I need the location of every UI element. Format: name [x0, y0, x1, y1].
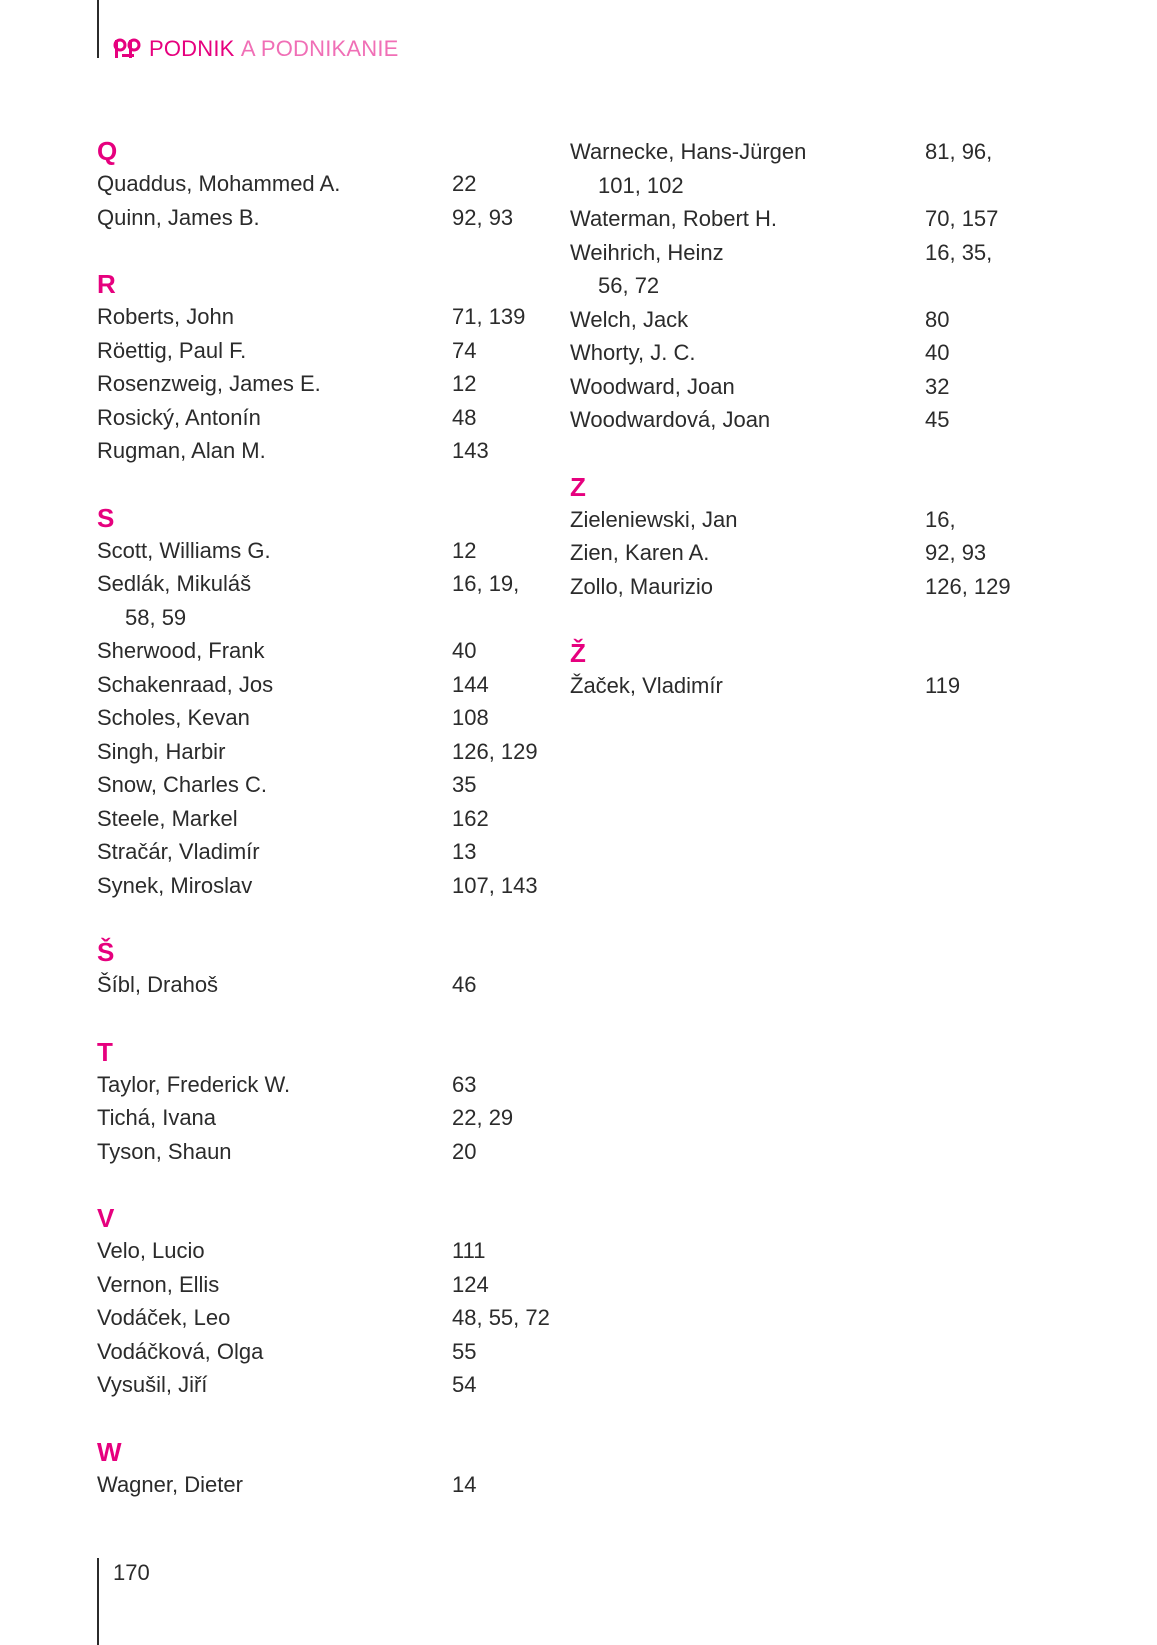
entry-pages: 108 [452, 705, 489, 730]
entry-name: Steele, Markel [97, 805, 238, 831]
index-section [570, 135, 1030, 437]
entry-name: Quaddus, Mohammed A. [97, 171, 341, 196]
entry-name: Vernon, Ellis [97, 1271, 220, 1297]
entry-name: Sherwood, Frank [97, 638, 265, 663]
index-entry [570, 336, 1030, 370]
entry-pages: 143 [452, 438, 489, 463]
index-entry [570, 135, 1030, 202]
entry-name: Taylor, Frederick W. [97, 1071, 291, 1097]
entry-name: Tyson, Shaun [97, 1138, 232, 1164]
index-entry [97, 1268, 557, 1302]
index-entry [97, 367, 557, 401]
entry-pages: 20 [452, 1138, 477, 1164]
section-letter: W [97, 1436, 122, 1467]
entry-name: Warnecke, Hans-Jürgen [570, 139, 807, 164]
entry-pages-continuation: 56, 72 [598, 273, 660, 298]
entry-pages: 46 [452, 972, 477, 997]
entry-pages: 71, 139 [452, 304, 526, 329]
index-entry [97, 534, 557, 568]
index-entry [97, 334, 557, 368]
entry-pages: 107, 143 [452, 872, 538, 898]
index-entry [570, 503, 1030, 537]
entry-pages: 111 [452, 1238, 486, 1263]
section-letter: Š [97, 937, 115, 967]
entry-name: Vodáčková, Olga [97, 1338, 264, 1364]
entry-name: Zollo, Maurizio [570, 573, 714, 599]
entry-name: Velo, Lucio [97, 1238, 205, 1263]
section-letter: V [97, 1203, 115, 1233]
entry-pages: 48 [452, 404, 477, 430]
entry-name: Rosenzweig, James E. [97, 371, 321, 396]
bottom-margin-rule [97, 1558, 99, 1645]
header-title-part2: A PODNIKANIE [240, 36, 399, 61]
entry-pages: 22 [452, 171, 477, 196]
entry-name: Welch, Jack [570, 306, 689, 332]
index-entry [570, 570, 1030, 604]
index-section [97, 1036, 557, 1169]
index-entry [97, 869, 557, 903]
entry-name: Zien, Karen A. [570, 540, 710, 565]
entry-pages: 126, 129 [452, 738, 538, 764]
index-entry [97, 300, 557, 334]
entry-name: Scholes, Kevan [97, 705, 250, 730]
entry-name: Rugman, Alan M. [97, 438, 266, 463]
entry-pages: 40 [452, 638, 477, 663]
entry-name: Snow, Charles C. [97, 772, 267, 797]
entry-name: Woodward, Joan [570, 373, 735, 399]
entry-name: Wagner, Dieter [97, 1471, 243, 1497]
entry-pages-continuation: 101, 102 [598, 172, 684, 198]
entry-pages: 81, 96, [925, 139, 993, 164]
index-entry [97, 968, 557, 1002]
entry-pages: 12 [452, 371, 477, 396]
entry-name: Zieleniewski, Jan [570, 506, 738, 532]
index-entry [97, 1068, 557, 1102]
index-entry [97, 567, 557, 634]
entry-name: Röettig, Paul F. [97, 337, 247, 363]
entry-pages: 92, 93 [452, 204, 514, 230]
entry-name: Synek, Miroslav [97, 872, 253, 898]
entry-name: Quinn, James B. [97, 204, 260, 230]
entry-pages: 144 [452, 671, 489, 697]
entry-name: Woodwardová, Joan [570, 407, 771, 432]
entry-pages: 80 [925, 306, 950, 332]
entry-pages: 55 [452, 1338, 477, 1364]
index-entry [97, 1335, 557, 1369]
entry-pages: 70, 157 [925, 206, 999, 231]
index-entry [97, 401, 557, 435]
index-section [97, 268, 557, 468]
page-number: 170 [113, 1560, 150, 1585]
index-entry [97, 768, 557, 802]
entry-name: Šíbl, Drahoš [97, 972, 219, 997]
entry-name: Vodáček, Leo [97, 1305, 231, 1330]
index-entry [570, 303, 1030, 337]
entry-pages: 13 [452, 839, 477, 864]
entry-name: Sedlák, Mikuláš [97, 571, 252, 596]
entry-pages: 63 [452, 1071, 477, 1097]
index-entry [97, 701, 557, 735]
section-letter: S [97, 502, 115, 533]
section-letter: Z [570, 471, 586, 502]
index-section [97, 1436, 557, 1502]
index-column-right [570, 135, 1030, 737]
entry-pages: 92, 93 [925, 540, 987, 565]
index-column-left [97, 135, 557, 1535]
index-entry [97, 167, 557, 201]
entry-pages: 14 [452, 1471, 477, 1497]
top-margin-rule [97, 0, 99, 58]
index-section [570, 637, 1030, 703]
entry-pages: 126, 129 [925, 573, 1011, 599]
index-entry [97, 1101, 557, 1135]
entry-pages: 48, 55, 72 [452, 1305, 550, 1330]
entry-name: Singh, Harbir [97, 738, 226, 764]
index-entry [570, 236, 1030, 303]
entry-pages: 119 [925, 673, 961, 698]
section-letter: Q [97, 136, 118, 166]
entry-name: Whorty, J. C. [570, 340, 696, 365]
entry-pages: 74 [452, 337, 477, 363]
index-entry [97, 634, 557, 668]
entry-name: Stračár, Vladimír [97, 839, 260, 864]
index-entry [97, 201, 557, 235]
index-entry [97, 1234, 557, 1268]
entry-name: Weihrich, Heinz [570, 239, 724, 265]
entry-name: Žaček, Vladimír [570, 673, 723, 698]
entry-name: Roberts, John [97, 304, 234, 329]
index-entry [97, 1368, 557, 1402]
index-entry [97, 1468, 557, 1502]
entry-name: Tichá, Ivana [97, 1105, 217, 1130]
index-section [97, 936, 557, 1002]
index-entry [97, 1135, 557, 1169]
entry-name: Vysušil, Jiří [97, 1372, 208, 1397]
index-entry [570, 403, 1030, 437]
index-section [97, 502, 557, 903]
entry-pages: 12 [452, 537, 477, 563]
entry-pages: 22, 29 [452, 1105, 514, 1130]
running-header [113, 34, 399, 64]
index-section [97, 1202, 557, 1402]
index-entry [97, 735, 557, 769]
section-letter: R [97, 269, 116, 299]
pp-logo-icon [113, 37, 143, 61]
entry-pages: 16, 35, [925, 239, 993, 265]
section-letter: T [97, 1036, 113, 1067]
index-entry [570, 202, 1030, 236]
index-section [570, 471, 1030, 604]
entry-name: Scott, Williams G. [97, 537, 271, 563]
entry-pages: 35 [452, 772, 477, 797]
entry-pages: 32 [925, 373, 950, 399]
index-entry [97, 835, 557, 869]
index-entry [97, 668, 557, 702]
index-section [97, 135, 557, 234]
index-entry [97, 434, 557, 468]
index-entry [97, 1301, 557, 1335]
entry-pages: 16, [925, 506, 956, 532]
entry-name: Waterman, Robert H. [570, 206, 778, 231]
index-entry [97, 802, 557, 836]
entry-pages: 162 [452, 805, 489, 831]
index-entry [570, 370, 1030, 404]
entry-name: Rosický, Antonín [97, 404, 261, 430]
entry-pages: 54 [452, 1372, 477, 1397]
section-letter: Ž [570, 638, 586, 668]
entry-pages: 124 [452, 1271, 489, 1297]
index-entry [570, 536, 1030, 570]
entry-pages: 45 [925, 407, 950, 432]
entry-pages: 16, 19, [452, 571, 520, 596]
header-title-part1: PODNIK [149, 36, 235, 61]
entry-name: Schakenraad, Jos [97, 671, 274, 697]
index-entry [570, 669, 1030, 703]
entry-pages: 40 [925, 340, 950, 365]
entry-pages-continuation: 58, 59 [125, 604, 187, 630]
